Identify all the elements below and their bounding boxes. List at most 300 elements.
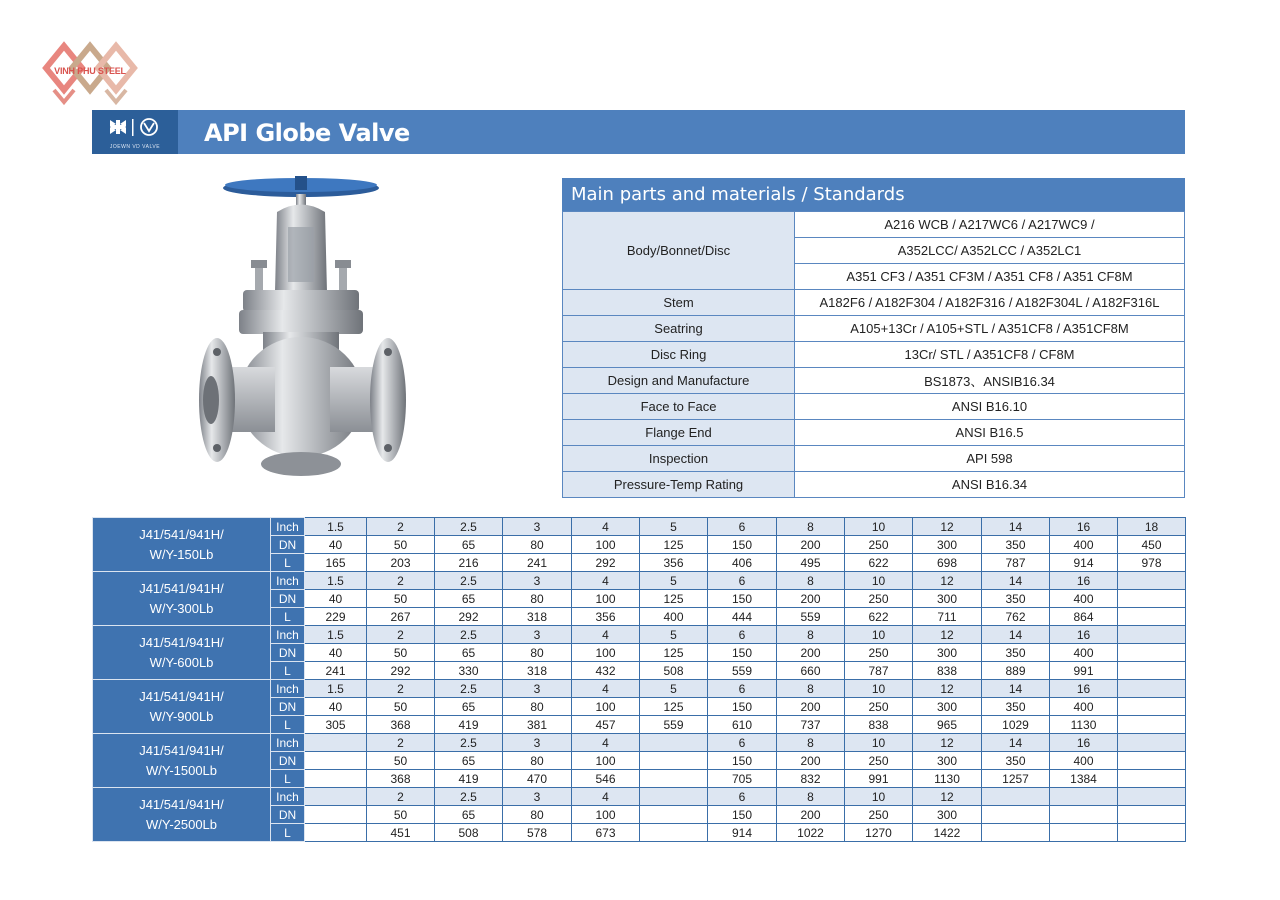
material-label: Disc Ring [563, 342, 795, 368]
material-value: 13Cr/ STL / A351CF8 / CF8M [795, 342, 1185, 368]
row-label: Inch [271, 572, 305, 590]
table-cell: 3 [503, 626, 572, 644]
table-cell: 300 [913, 698, 982, 716]
table-cell: 1130 [1050, 716, 1118, 734]
table-cell: 10 [845, 680, 913, 698]
table-cell: 8 [777, 626, 845, 644]
table-cell: 350 [982, 590, 1050, 608]
table-cell [1118, 734, 1186, 752]
row-label: DN [271, 644, 305, 662]
dimensions-table [92, 517, 1186, 842]
table-cell: 495 [777, 554, 845, 572]
table-cell: 250 [845, 698, 913, 716]
table-cell [1118, 680, 1186, 698]
table-cell: 65 [435, 752, 503, 770]
table-cell: 2.5 [435, 680, 503, 698]
table-cell: 203 [367, 554, 435, 572]
table-cell: 6 [708, 572, 777, 590]
table-cell: 2.5 [435, 788, 503, 806]
table-cell: 4 [572, 626, 640, 644]
table-cell: 787 [845, 662, 913, 680]
table-cell: 241 [503, 554, 572, 572]
table-cell: 4 [572, 680, 640, 698]
table-cell: 200 [777, 536, 845, 554]
table-cell: 1270 [845, 824, 913, 842]
table-cell: 350 [982, 536, 1050, 554]
table-cell [1118, 626, 1186, 644]
table-cell [640, 788, 708, 806]
row-label: L [271, 824, 305, 842]
table-cell: 200 [777, 590, 845, 608]
table-cell: 216 [435, 554, 503, 572]
table-cell: 737 [777, 716, 845, 734]
table-cell: 150 [708, 536, 777, 554]
table-cell: 350 [982, 698, 1050, 716]
table-cell [1118, 824, 1186, 842]
model-label-line: W/Y-2500Lb [145, 816, 218, 832]
table-cell: 660 [777, 662, 845, 680]
table-cell: 368 [367, 716, 435, 734]
table-cell [1050, 806, 1118, 824]
table-cell: 698 [913, 554, 982, 572]
table-cell: 292 [435, 608, 503, 626]
table-cell [1118, 590, 1186, 608]
table-cell [640, 752, 708, 770]
table-cell: 292 [572, 554, 640, 572]
table-cell: 229 [305, 608, 367, 626]
row-label: L [271, 662, 305, 680]
table-cell: 2 [367, 626, 435, 644]
table-cell: 8 [777, 788, 845, 806]
table-cell: 150 [708, 806, 777, 824]
material-value: BS1873、ANSIB16.34 [795, 368, 1185, 394]
table-cell: 125 [640, 590, 708, 608]
table-cell: 65 [435, 806, 503, 824]
table-cell: 14 [982, 680, 1050, 698]
table-cell: 1022 [777, 824, 845, 842]
table-row [563, 394, 1185, 420]
table-row [93, 680, 1186, 698]
table-cell: 12 [913, 518, 982, 536]
table-cell: 381 [503, 716, 572, 734]
table-cell: 864 [1050, 608, 1118, 626]
row-label: Inch [271, 680, 305, 698]
table-cell [1050, 824, 1118, 842]
table-cell: 356 [572, 608, 640, 626]
table-cell: 80 [503, 806, 572, 824]
table-cell: 978 [1118, 554, 1186, 572]
table-cell: 2.5 [435, 734, 503, 752]
table-cell: 200 [777, 698, 845, 716]
model-label [93, 734, 271, 788]
table-cell: 65 [435, 644, 503, 662]
globe-valve-image [195, 172, 410, 492]
row-label: DN [271, 590, 305, 608]
table-cell: 80 [503, 644, 572, 662]
table-cell: 300 [913, 806, 982, 824]
material-value: A105+13Cr / A105+STL / A351CF8 / A351CF8M [795, 316, 1185, 342]
table-cell: 80 [503, 752, 572, 770]
table-cell [982, 824, 1050, 842]
table-cell: 125 [640, 698, 708, 716]
table-cell: 400 [1050, 590, 1118, 608]
table-cell [982, 806, 1050, 824]
table-cell: 100 [572, 806, 640, 824]
table-cell [640, 806, 708, 824]
table-cell: 12 [913, 734, 982, 752]
table-cell: 6 [708, 734, 777, 752]
table-cell: 80 [503, 698, 572, 716]
table-cell: 5 [640, 572, 708, 590]
table-cell: 50 [367, 752, 435, 770]
table-cell: 16 [1050, 734, 1118, 752]
table-cell: 400 [1050, 752, 1118, 770]
table-cell: 50 [367, 698, 435, 716]
vinh-phu-steel-logo [36, 38, 144, 108]
table-cell: 6 [708, 626, 777, 644]
material-label: Seatring [563, 316, 795, 342]
model-label-line: J41/541/941H/ [139, 526, 224, 542]
model-label [93, 788, 271, 842]
table-cell: 470 [503, 770, 572, 788]
table-cell: 5 [640, 518, 708, 536]
model-label [93, 572, 271, 626]
table-cell: 80 [503, 590, 572, 608]
table-cell: 2.5 [435, 626, 503, 644]
table-cell: 1130 [913, 770, 982, 788]
table-cell: 622 [845, 608, 913, 626]
table-cell: 8 [777, 680, 845, 698]
material-label: Face to Face [563, 394, 795, 420]
table-cell: 444 [708, 608, 777, 626]
row-label: Inch [271, 734, 305, 752]
table-cell: 40 [305, 698, 367, 716]
model-label [93, 626, 271, 680]
model-label-line: W/Y-1500Lb [145, 762, 218, 778]
table-cell: 8 [777, 572, 845, 590]
table-row [93, 734, 1186, 752]
table-cell: 10 [845, 518, 913, 536]
table-cell [1118, 698, 1186, 716]
table-row [563, 472, 1185, 498]
table-cell: 832 [777, 770, 845, 788]
table-row [563, 342, 1185, 368]
row-label: DN [271, 698, 305, 716]
table-cell [640, 770, 708, 788]
table-cell [1118, 662, 1186, 680]
table-cell: 2 [367, 572, 435, 590]
table-cell: 2 [367, 518, 435, 536]
material-value: A182F6 / A182F304 / A182F316 / A182F304L / A182F316L [795, 290, 1185, 316]
table-cell: 1422 [913, 824, 982, 842]
table-cell: 3 [503, 788, 572, 806]
materials-standards-table [562, 178, 1185, 498]
table-cell: 2.5 [435, 572, 503, 590]
table-cell: 406 [708, 554, 777, 572]
table-cell: 14 [982, 734, 1050, 752]
table-row [563, 316, 1185, 342]
table-cell: 14 [982, 572, 1050, 590]
table-cell: 16 [1050, 680, 1118, 698]
table-cell: 150 [708, 644, 777, 662]
table-cell: 100 [572, 752, 640, 770]
row-label: L [271, 770, 305, 788]
table-cell: 16 [1050, 626, 1118, 644]
table-cell: 100 [572, 698, 640, 716]
material-label: Pressure-Temp Rating [563, 472, 795, 498]
table-cell: 4 [572, 518, 640, 536]
table-cell: 16 [1050, 518, 1118, 536]
table-cell: 200 [777, 644, 845, 662]
model-label-line: J41/541/941H/ [139, 580, 224, 596]
table-cell: 330 [435, 662, 503, 680]
table-cell: 40 [305, 644, 367, 662]
title-bar [92, 110, 1185, 154]
table-cell: 578 [503, 824, 572, 842]
table-cell: 400 [1050, 536, 1118, 554]
model-label-line: J41/541/941H/ [139, 634, 224, 650]
table-row [563, 368, 1185, 394]
table-cell: 305 [305, 716, 367, 734]
row-label: DN [271, 536, 305, 554]
table-cell: 400 [1050, 644, 1118, 662]
table-cell: 65 [435, 698, 503, 716]
material-label: Stem [563, 290, 795, 316]
model-label-line: J41/541/941H/ [139, 688, 224, 704]
material-value: ANSI B16.34 [795, 472, 1185, 498]
table-cell: 80 [503, 536, 572, 554]
table-cell: 3 [503, 680, 572, 698]
table-cell: 762 [982, 608, 1050, 626]
table-row [563, 420, 1185, 446]
model-label-line: J41/541/941H/ [139, 742, 224, 758]
table-cell: 546 [572, 770, 640, 788]
table-row [563, 212, 1185, 238]
table-cell: 250 [845, 752, 913, 770]
table-cell: 100 [572, 590, 640, 608]
table-cell: 12 [913, 680, 982, 698]
table-cell: 610 [708, 716, 777, 734]
table-cell [305, 734, 367, 752]
material-label: Inspection [563, 446, 795, 472]
logo-text: VINH PHU STEEL [54, 66, 126, 76]
table-cell: 705 [708, 770, 777, 788]
table-cell: 1.5 [305, 572, 367, 590]
model-label [93, 518, 271, 572]
table-cell: 419 [435, 770, 503, 788]
table-cell: 50 [367, 590, 435, 608]
table-cell [305, 788, 367, 806]
table-cell [1118, 608, 1186, 626]
table-cell: 622 [845, 554, 913, 572]
table-cell: 12 [913, 788, 982, 806]
brand-logo-box [92, 110, 178, 154]
materials-table-header: Main parts and materials / Standards [562, 178, 1185, 211]
table-cell: 267 [367, 608, 435, 626]
table-cell: 65 [435, 536, 503, 554]
model-label-line: W/Y-900Lb [149, 708, 214, 724]
model-label [93, 680, 271, 734]
table-cell: 50 [367, 536, 435, 554]
table-cell: 10 [845, 788, 913, 806]
material-value: API 598 [795, 446, 1185, 472]
brand-text: JOEWN VD VALVE [109, 144, 161, 150]
table-cell: 12 [913, 572, 982, 590]
table-cell: 508 [435, 824, 503, 842]
table-cell: 292 [367, 662, 435, 680]
table-cell: 150 [708, 698, 777, 716]
row-label: Inch [271, 626, 305, 644]
model-label-line: W/Y-600Lb [149, 654, 214, 670]
table-cell: 250 [845, 806, 913, 824]
table-row [93, 572, 1186, 590]
table-cell: 10 [845, 626, 913, 644]
table-cell: 150 [708, 752, 777, 770]
table-cell: 1257 [982, 770, 1050, 788]
table-cell: 3 [503, 572, 572, 590]
table-row [93, 788, 1186, 806]
table-cell: 711 [913, 608, 982, 626]
table-cell: 2.5 [435, 518, 503, 536]
table-cell: 5 [640, 626, 708, 644]
table-cell: 838 [845, 716, 913, 734]
table-cell: 318 [503, 608, 572, 626]
row-label: Inch [271, 788, 305, 806]
table-cell: 3 [503, 734, 572, 752]
table-cell: 6 [708, 518, 777, 536]
row-label: L [271, 716, 305, 734]
table-cell: 300 [913, 590, 982, 608]
table-cell: 14 [982, 626, 1050, 644]
model-label-line: W/Y-300Lb [149, 600, 214, 616]
table-cell: 1.5 [305, 626, 367, 644]
table-cell: 1.5 [305, 518, 367, 536]
table-cell: 2 [367, 734, 435, 752]
table-cell: 991 [845, 770, 913, 788]
table-cell: 300 [913, 644, 982, 662]
table-cell: 400 [640, 608, 708, 626]
table-cell: 914 [708, 824, 777, 842]
table-cell [305, 752, 367, 770]
table-cell: 10 [845, 572, 913, 590]
table-cell: 914 [1050, 554, 1118, 572]
table-cell: 250 [845, 644, 913, 662]
table-cell: 100 [572, 536, 640, 554]
table-cell: 2 [367, 788, 435, 806]
table-cell: 1029 [982, 716, 1050, 734]
table-cell: 991 [1050, 662, 1118, 680]
table-row [93, 626, 1186, 644]
material-value: ANSI B16.5 [795, 420, 1185, 446]
table-cell: 350 [982, 752, 1050, 770]
table-cell: 400 [1050, 698, 1118, 716]
table-cell: 3 [503, 518, 572, 536]
table-row [563, 290, 1185, 316]
table-cell [305, 770, 367, 788]
row-label: L [271, 554, 305, 572]
table-cell [1118, 788, 1186, 806]
body-material-value: A351 CF3 / A351 CF3M / A351 CF8 / A351 CF8M [795, 264, 1185, 290]
table-cell: 432 [572, 662, 640, 680]
table-cell: 50 [367, 806, 435, 824]
table-cell: 250 [845, 590, 913, 608]
material-value: ANSI B16.10 [795, 394, 1185, 420]
table-cell [1118, 806, 1186, 824]
table-cell: 350 [982, 644, 1050, 662]
table-cell: 250 [845, 536, 913, 554]
table-cell: 200 [777, 752, 845, 770]
table-cell [1118, 752, 1186, 770]
table-cell: 559 [777, 608, 845, 626]
table-cell: 4 [572, 788, 640, 806]
table-cell: 1384 [1050, 770, 1118, 788]
table-cell [1050, 788, 1118, 806]
table-cell: 559 [708, 662, 777, 680]
row-label: L [271, 608, 305, 626]
row-label: DN [271, 752, 305, 770]
row-label: Inch [271, 518, 305, 536]
table-cell: 450 [1118, 536, 1186, 554]
table-cell: 4 [572, 734, 640, 752]
brand-emblem-icon [92, 110, 178, 144]
table-cell [305, 806, 367, 824]
table-cell: 457 [572, 716, 640, 734]
table-cell: 965 [913, 716, 982, 734]
table-cell: 368 [367, 770, 435, 788]
table-cell: 8 [777, 518, 845, 536]
table-cell: 241 [305, 662, 367, 680]
material-label: Design and Manufacture [563, 368, 795, 394]
table-cell [1118, 716, 1186, 734]
table-cell: 508 [640, 662, 708, 680]
body-material-value: A352LCC/ A352LCC / A352LC1 [795, 238, 1185, 264]
table-cell [982, 788, 1050, 806]
table-row [563, 446, 1185, 472]
model-label-line: J41/541/941H/ [139, 796, 224, 812]
table-cell: 200 [777, 806, 845, 824]
table-cell: 787 [982, 554, 1050, 572]
table-cell: 125 [640, 644, 708, 662]
table-cell: 12 [913, 626, 982, 644]
table-cell: 100 [572, 644, 640, 662]
table-cell: 318 [503, 662, 572, 680]
model-label-line: W/Y-150Lb [149, 546, 214, 562]
table-cell: 14 [982, 518, 1050, 536]
table-cell: 125 [640, 536, 708, 554]
table-cell: 356 [640, 554, 708, 572]
table-cell [640, 734, 708, 752]
table-cell: 50 [367, 644, 435, 662]
body-material-value: A216 WCB / A217WC6 / A217WC9 / [795, 212, 1185, 238]
table-cell: 65 [435, 590, 503, 608]
table-cell: 5 [640, 680, 708, 698]
table-cell: 559 [640, 716, 708, 734]
table-cell [305, 824, 367, 842]
table-cell [640, 824, 708, 842]
body-bonnet-disc-label: Body/Bonnet/Disc [563, 212, 795, 290]
table-cell: 165 [305, 554, 367, 572]
row-label: DN [271, 806, 305, 824]
table-cell: 838 [913, 662, 982, 680]
table-cell: 451 [367, 824, 435, 842]
page-title: API Globe Valve [204, 119, 410, 147]
table-cell: 6 [708, 680, 777, 698]
table-cell: 673 [572, 824, 640, 842]
table-cell: 40 [305, 536, 367, 554]
table-cell [1118, 572, 1186, 590]
material-label: Flange End [563, 420, 795, 446]
table-cell: 6 [708, 788, 777, 806]
